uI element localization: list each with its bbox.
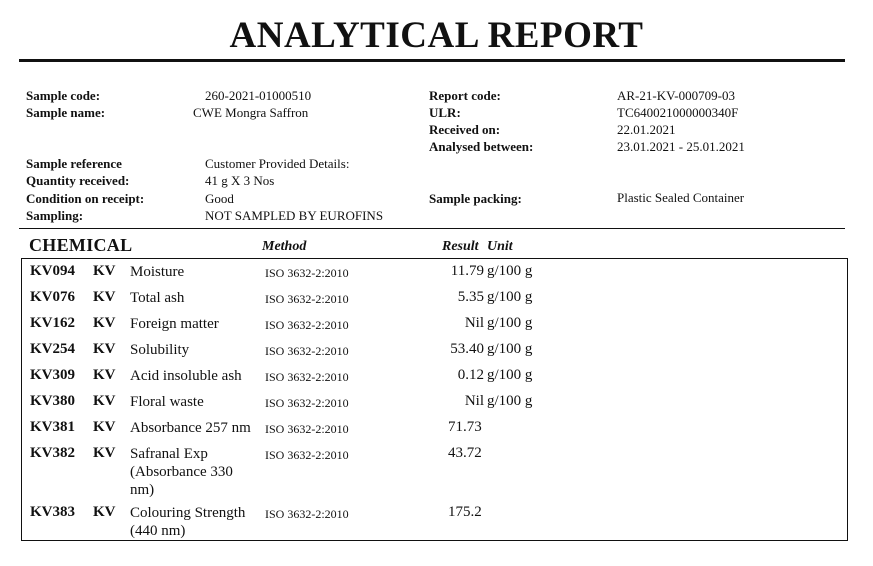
sample-reference-value: Customer Provided Details: xyxy=(205,156,350,171)
parameter-name: Colouring Strength (440 nm) xyxy=(130,505,246,539)
parameter-name: Safranal Exp (Absorbance 330 nm) xyxy=(130,446,233,498)
info-divider xyxy=(19,228,845,229)
result-value: 11.79 xyxy=(450,263,484,279)
quantity-received-label: Quantity received: xyxy=(26,173,130,188)
received-on-label: Received on: xyxy=(429,122,501,137)
analysed-between-value: 23.01.2021 - 25.01.2021 xyxy=(617,139,745,154)
test-code: KV380 xyxy=(30,393,75,409)
report-code-value: AR-21-KV-000709-03 xyxy=(617,88,735,103)
sample-name-label: Sample name: xyxy=(26,105,106,120)
result-header: Result xyxy=(442,239,479,254)
method-header: Method xyxy=(262,239,307,254)
result-value: Nil xyxy=(464,393,484,409)
results-table xyxy=(21,258,848,541)
sample-packing-label: Sample packing: xyxy=(429,191,522,206)
method-value: ISO 3632-2:2010 xyxy=(265,344,349,358)
lab-code: KV xyxy=(93,393,116,409)
sample-packing-value: Plastic Sealed Container xyxy=(617,190,745,205)
test-code: KV383 xyxy=(30,504,75,520)
test-code: KV381 xyxy=(30,419,75,435)
condition-value: Good xyxy=(205,191,234,206)
lab-code: KV xyxy=(93,289,116,305)
lab-code: KV xyxy=(93,367,116,383)
unit-value: g/100 g xyxy=(487,289,533,305)
sampling-value: NOT SAMPLED BY EUROFINS xyxy=(205,208,384,223)
unit-value: g/100 g xyxy=(487,367,533,383)
unit-value: g/100 g xyxy=(487,341,533,357)
method-value: ISO 3632-2:2010 xyxy=(265,370,349,384)
sample-code-value: 260-2021-01000510 xyxy=(205,88,312,103)
unit-value: g/100 g xyxy=(487,263,533,279)
lab-code: KV xyxy=(93,419,116,435)
quantity-received-value: 41 g X 3 Nos xyxy=(205,173,275,188)
title-divider xyxy=(19,59,845,62)
method-value: ISO 3632-2:2010 xyxy=(265,507,349,521)
method-value: ISO 3632-2:2010 xyxy=(265,422,349,436)
result-value: 43.72 xyxy=(448,445,482,461)
report-title: ANALYTICAL REPORT xyxy=(229,15,644,56)
sample-reference-label: Sample reference xyxy=(26,156,122,171)
lab-code: KV xyxy=(93,341,116,357)
result-value: 5.35 xyxy=(457,289,484,305)
result-value: 175.2 xyxy=(448,504,482,520)
parameter-name: Absorbance 257 nm xyxy=(130,420,251,436)
result-value: 71.73 xyxy=(448,419,482,435)
method-value: ISO 3632-2:2010 xyxy=(265,292,349,306)
lab-code: KV xyxy=(93,504,116,520)
method-value: ISO 3632-2:2010 xyxy=(265,266,349,280)
parameter-name: Acid insoluble ash xyxy=(130,368,242,384)
method-value: ISO 3632-2:2010 xyxy=(265,448,349,462)
result-value: 0.12 xyxy=(457,367,484,383)
result-value: Nil xyxy=(464,315,484,331)
parameter-name: Moisture xyxy=(130,264,185,280)
test-code: KV254 xyxy=(30,341,75,357)
unit-header: Unit xyxy=(487,239,513,254)
parameter-name: Foreign matter xyxy=(130,316,219,332)
unit-value: g/100 g xyxy=(487,315,533,331)
parameter-name: Floral waste xyxy=(130,394,204,410)
test-code: KV094 xyxy=(30,263,75,279)
ulr-value: TC640021000000340F xyxy=(617,105,739,120)
ulr-label: ULR: xyxy=(429,105,461,120)
test-code: KV382 xyxy=(30,445,75,461)
sample-code-label: Sample code: xyxy=(26,88,101,103)
analysed-between-label: Analysed between: xyxy=(429,139,534,154)
method-value: ISO 3632-2:2010 xyxy=(265,318,349,332)
parameter-name: Solubility xyxy=(130,342,190,358)
report-code-label: Report code: xyxy=(429,88,501,103)
test-code: KV309 xyxy=(30,367,75,383)
lab-code: KV xyxy=(93,315,116,331)
received-on-value: 22.01.2021 xyxy=(617,122,676,137)
parameter-name: Total ash xyxy=(130,290,185,306)
test-code: KV076 xyxy=(30,289,75,305)
lab-code: KV xyxy=(93,263,116,279)
lab-code: KV xyxy=(93,445,116,461)
result-value: 53.40 xyxy=(450,341,484,357)
sampling-label: Sampling: xyxy=(26,208,84,223)
test-code: KV162 xyxy=(30,315,75,331)
condition-label: Condition on receipt: xyxy=(26,191,145,206)
unit-value: g/100 g xyxy=(487,393,533,409)
section-title-chemical: CHEMICAL xyxy=(29,235,133,255)
sample-name-value: CWE Mongra Saffron xyxy=(193,105,309,120)
method-value: ISO 3632-2:2010 xyxy=(265,396,349,410)
